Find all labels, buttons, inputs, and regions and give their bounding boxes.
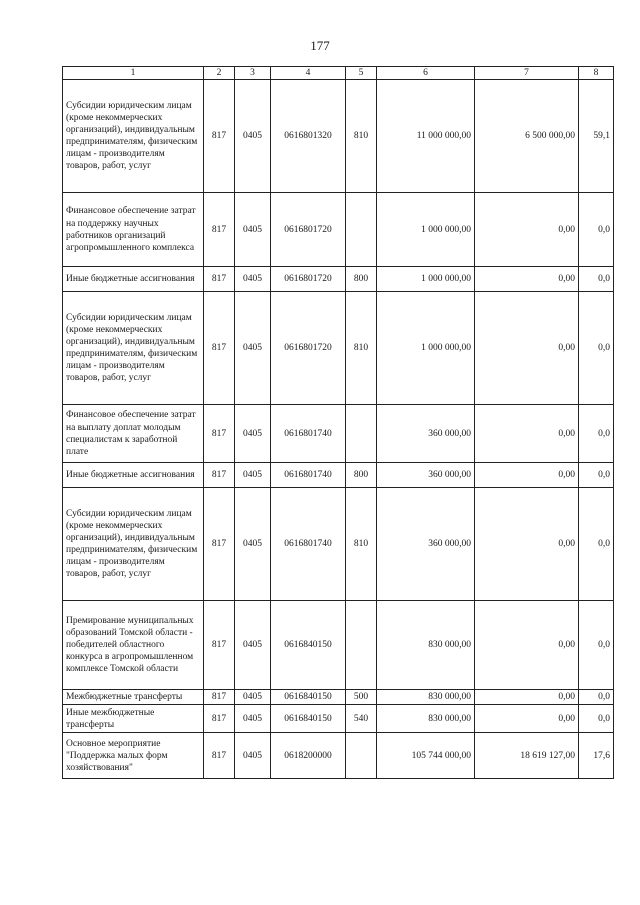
row-plan: 360 000,00: [377, 488, 475, 601]
row-fact: 0,00: [475, 267, 579, 292]
row-type: 810: [346, 80, 377, 193]
row-grbs: 817: [204, 733, 235, 779]
column-header: 3: [235, 67, 271, 80]
row-target: 0616801720: [271, 193, 346, 267]
row-name: Субсидии юридическим лицам (кроме некоммерческих организаций), индивидуальным предпринимателям, физическим лицам - производителям товаров, работ, услуг: [63, 292, 204, 405]
row-grbs: 817: [204, 601, 235, 690]
page-number: 177: [310, 38, 330, 53]
table-row: [63, 292, 614, 405]
row-fact: 6 500 000,00: [475, 80, 579, 193]
table-row: [63, 463, 614, 488]
row-plan: 1 000 000,00: [377, 267, 475, 292]
row-plan: 830 000,00: [377, 690, 475, 705]
row-fact: 0,00: [475, 463, 579, 488]
column-header: 4: [271, 67, 346, 80]
row-grbs: 817: [204, 705, 235, 733]
row-type: 500: [346, 690, 377, 705]
row-section: 0405: [235, 488, 271, 601]
row-grbs: 817: [204, 80, 235, 193]
row-grbs: 817: [204, 488, 235, 601]
row-type: 810: [346, 292, 377, 405]
table-row: [63, 705, 614, 733]
row-percent: 0,0: [579, 601, 614, 690]
row-target: 0616801740: [271, 405, 346, 463]
row-percent: 0,0: [579, 193, 614, 267]
row-name: Иные межбюджетные трансферты: [63, 705, 204, 733]
row-target: 0616840150: [271, 705, 346, 733]
table-row: [63, 601, 614, 690]
row-percent: 0,0: [579, 690, 614, 705]
row-plan: 1 000 000,00: [377, 292, 475, 405]
column-header: 6: [377, 67, 475, 80]
row-plan: 1 000 000,00: [377, 193, 475, 267]
row-grbs: 817: [204, 690, 235, 705]
row-grbs: 817: [204, 193, 235, 267]
column-header: 1: [63, 67, 204, 80]
table-row: [63, 488, 614, 601]
row-type: [346, 733, 377, 779]
row-section: 0405: [235, 267, 271, 292]
row-target: 0616801720: [271, 267, 346, 292]
row-section: 0405: [235, 405, 271, 463]
row-target: 0616801720: [271, 292, 346, 405]
row-percent: 17,6: [579, 733, 614, 779]
row-fact: 0,00: [475, 690, 579, 705]
row-plan: 360 000,00: [377, 405, 475, 463]
row-grbs: 817: [204, 292, 235, 405]
row-percent: 0,0: [579, 488, 614, 601]
row-percent: 0,0: [579, 405, 614, 463]
row-percent: 0,0: [579, 292, 614, 405]
row-type: [346, 601, 377, 690]
column-header: 2: [204, 67, 235, 80]
row-target: 0616840150: [271, 601, 346, 690]
row-name: Иные бюджетные ассигнования: [63, 463, 204, 488]
row-type: 810: [346, 488, 377, 601]
table-row: [63, 193, 614, 267]
row-plan: 105 744 000,00: [377, 733, 475, 779]
row-plan: 360 000,00: [377, 463, 475, 488]
row-section: 0405: [235, 292, 271, 405]
row-type: [346, 405, 377, 463]
row-fact: 0,00: [475, 405, 579, 463]
row-grbs: 817: [204, 267, 235, 292]
table-header-row: [63, 67, 614, 80]
row-name: Субсидии юридическим лицам (кроме некоммерческих организаций), индивидуальным предпринимателям, физическим лицам - производителям товаров, работ, услуг: [63, 80, 204, 193]
row-fact: 0,00: [475, 488, 579, 601]
row-grbs: 817: [204, 463, 235, 488]
table-row: [63, 267, 614, 292]
row-name: Финансовое обеспечение затрат на выплату доплат молодым специалистам к заработной плате: [63, 405, 204, 463]
row-type: 540: [346, 705, 377, 733]
row-percent: 59,1: [579, 80, 614, 193]
table-row: [63, 405, 614, 463]
row-section: 0405: [235, 705, 271, 733]
row-plan: 830 000,00: [377, 705, 475, 733]
row-type: [346, 193, 377, 267]
row-target: 0616801320: [271, 80, 346, 193]
row-plan: 830 000,00: [377, 601, 475, 690]
row-name: Межбюджетные трансферты: [63, 690, 204, 705]
row-section: 0405: [235, 193, 271, 267]
row-section: 0405: [235, 733, 271, 779]
row-fact: 0,00: [475, 705, 579, 733]
row-type: 800: [346, 267, 377, 292]
row-section: 0405: [235, 690, 271, 705]
row-name: Основное мероприятие "Поддержка малых форм хозяйствования": [63, 733, 204, 779]
row-fact: 0,00: [475, 601, 579, 690]
table-row: [63, 733, 614, 779]
row-percent: 0,0: [579, 705, 614, 733]
row-target: 0616801740: [271, 463, 346, 488]
row-fact: 0,00: [475, 292, 579, 405]
column-header: 8: [579, 67, 614, 80]
row-name: Премирование муниципальных образований Томской области - победителей областного конкурса в агропромышленном комплексе Томской области: [63, 601, 204, 690]
row-target: 0616801740: [271, 488, 346, 601]
row-fact: 18 619 127,00: [475, 733, 579, 779]
row-name: Субсидии юридическим лицам (кроме некоммерческих организаций), индивидуальным предпринимателям, физическим лицам - производителям товаров, работ, услуг: [63, 488, 204, 601]
row-section: 0405: [235, 80, 271, 193]
row-grbs: 817: [204, 405, 235, 463]
row-type: 800: [346, 463, 377, 488]
row-section: 0405: [235, 463, 271, 488]
row-percent: 0,0: [579, 463, 614, 488]
row-target: 0616840150: [271, 690, 346, 705]
row-name: Финансовое обеспечение затрат на поддержку научных работников организаций агропромышленного комплекса: [63, 193, 204, 267]
row-section: 0405: [235, 601, 271, 690]
table-row: [63, 80, 614, 193]
column-header: 7: [475, 67, 579, 80]
budget-table: [62, 66, 614, 779]
table-row: [63, 690, 614, 705]
row-plan: 11 000 000,00: [377, 80, 475, 193]
row-name: Иные бюджетные ассигнования: [63, 267, 204, 292]
row-percent: 0,0: [579, 267, 614, 292]
row-target: 0618200000: [271, 733, 346, 779]
column-header: 5: [346, 67, 377, 80]
row-fact: 0,00: [475, 193, 579, 267]
